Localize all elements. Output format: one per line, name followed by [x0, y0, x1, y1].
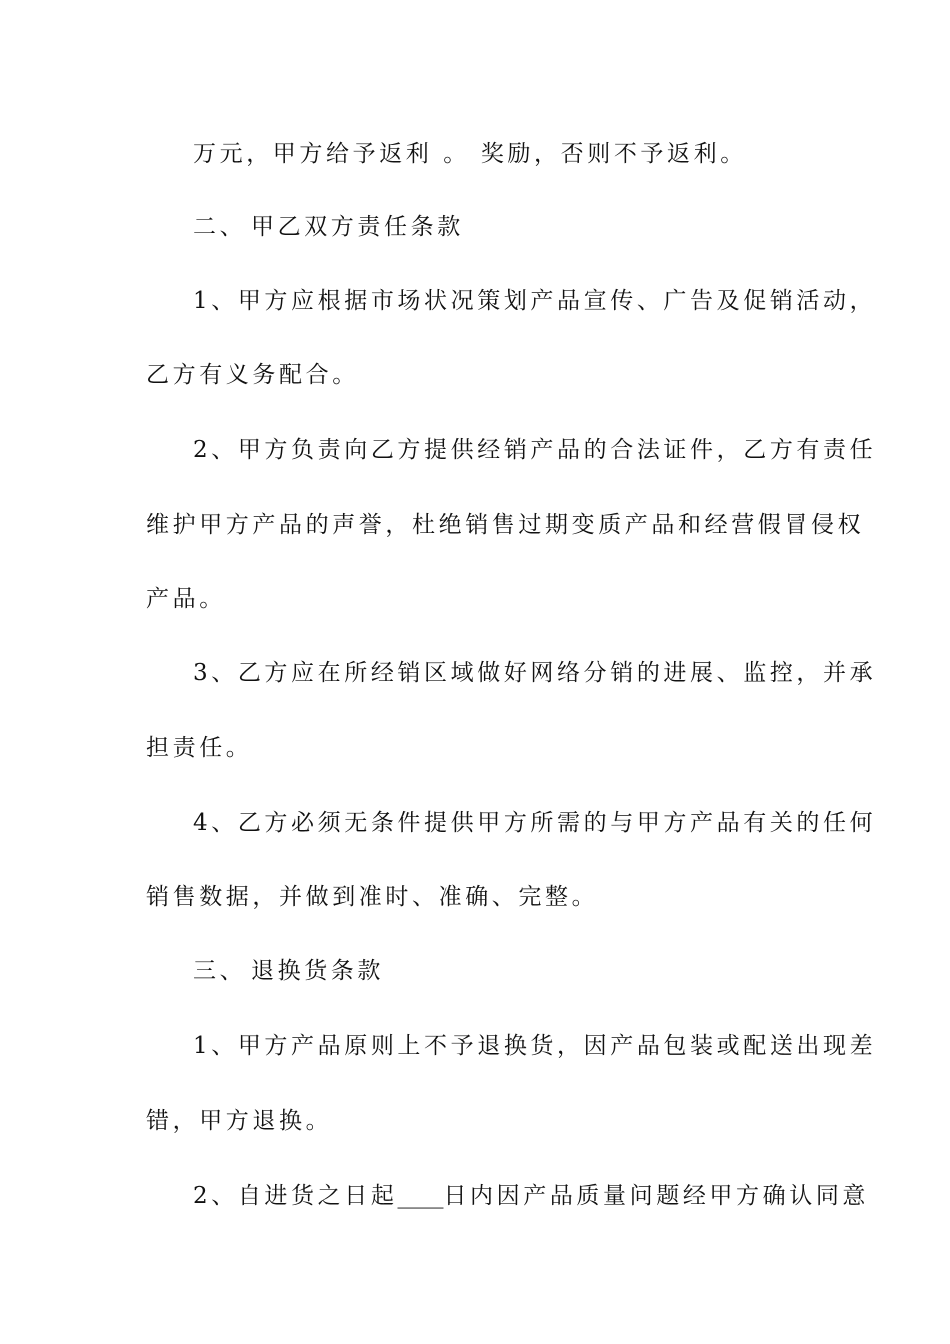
- paragraph-line: 1、甲方产品原则上不予退换货，因产品包装或配送出现差: [193, 1033, 877, 1059]
- paragraph-line: 3、乙方应在所经销区域做好网络分销的进展、监控，并承: [193, 660, 877, 686]
- paragraph-line: 产品。: [146, 586, 226, 612]
- paragraph-line: 1、甲方应根据市场状况策划产品宣传、广告及促销活动，: [193, 288, 877, 314]
- section-heading-3: [193, 956, 863, 986]
- paragraph-line: 销售数据，并做到准时、准确、完整。: [146, 884, 599, 910]
- paragraph-line: 万元，甲方给予返利 。 奖励，否则不予返利。: [193, 141, 747, 167]
- section-number: 二、: [193, 214, 247, 240]
- paragraph-line: 维护甲方产品的声誉，杜绝销售过期变质产品和经营假冒侵权: [146, 512, 865, 538]
- paragraph-line: [193, 1181, 870, 1211]
- paragraph-line: 4、乙方必须无条件提供甲方所需的与甲方产品有关的任何: [193, 810, 877, 836]
- paragraph-line: 担责任。: [146, 735, 253, 761]
- section-title: 退换货条款: [251, 958, 384, 984]
- paragraph-line: 错，甲方退换。: [146, 1108, 333, 1134]
- section-title: 甲乙双方责任条款: [251, 214, 464, 240]
- paragraph-line: 乙方有义务配合。: [146, 362, 359, 388]
- fill-in-blank: ____: [397, 1183, 444, 1209]
- clause-text: 日内因产品质量问题经甲方确认同意: [443, 1183, 870, 1209]
- section-number: 三、: [193, 958, 247, 984]
- clause-text: 2、自进货之日起: [193, 1183, 398, 1209]
- section-heading-2: [193, 212, 863, 242]
- paragraph-line: 2、甲方负责向乙方提供经销产品的合法证件，乙方有责任: [193, 437, 877, 463]
